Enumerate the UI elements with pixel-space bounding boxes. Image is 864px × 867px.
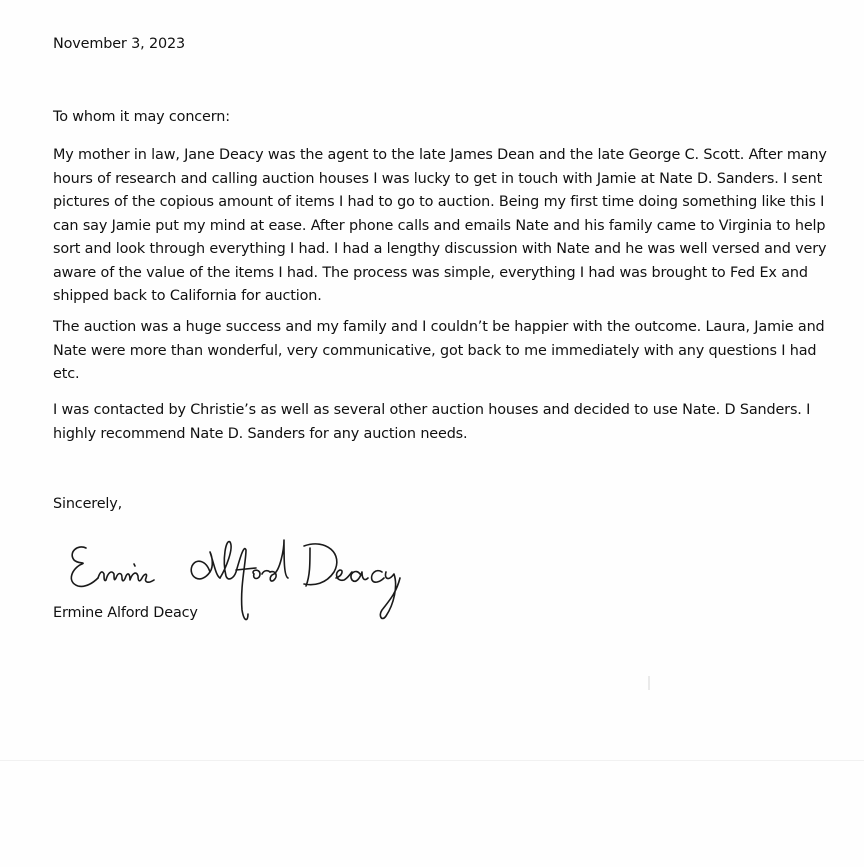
closing: Sincerely, — [53, 496, 123, 512]
scan-artifact — [648, 676, 650, 690]
letter-body — [53, 33, 843, 621]
paragraph-2: The auction was a huge success and my family and I couldn’t be happier with the outcome. Laura, Jamie and Nate were more than wonderful, very communicative, got back to me immediately with any questions I had etc. — [53, 319, 825, 382]
letter-date: November 3, 2023 — [53, 36, 185, 52]
paragraph-3: I was contacted by Christie’s as well as several other auction houses and decided to use Nate. D Sanders. I highly recommend Nate D. Sanders for any auction needs. — [53, 402, 811, 442]
scan-artifact — [0, 760, 864, 761]
salutation: To whom it may concern: — [53, 109, 230, 125]
printed-name: Ermine Alford Deacy — [53, 605, 198, 621]
paragraph-1: My mother in law, Jane Deacy was the agent to the late James Dean and the late George C. Scott. After many hours of research and calling auction houses I was lucky to get in touch with Jamie at Nate D. Sanders. I sent pictures of the copious amount of items I had to go to auction. Being my first time doing something like this I can say Jamie put my mind at ease. After phone calls and emails Nate and his family came to Virginia to help sort and look through everything I had. I had a lengthy discussion with Nate and he was well versed and very aware of the value of the items I had. The process was simple, everything I had was brought to Fed Ex and shipped back to California for auction. — [53, 147, 827, 304]
